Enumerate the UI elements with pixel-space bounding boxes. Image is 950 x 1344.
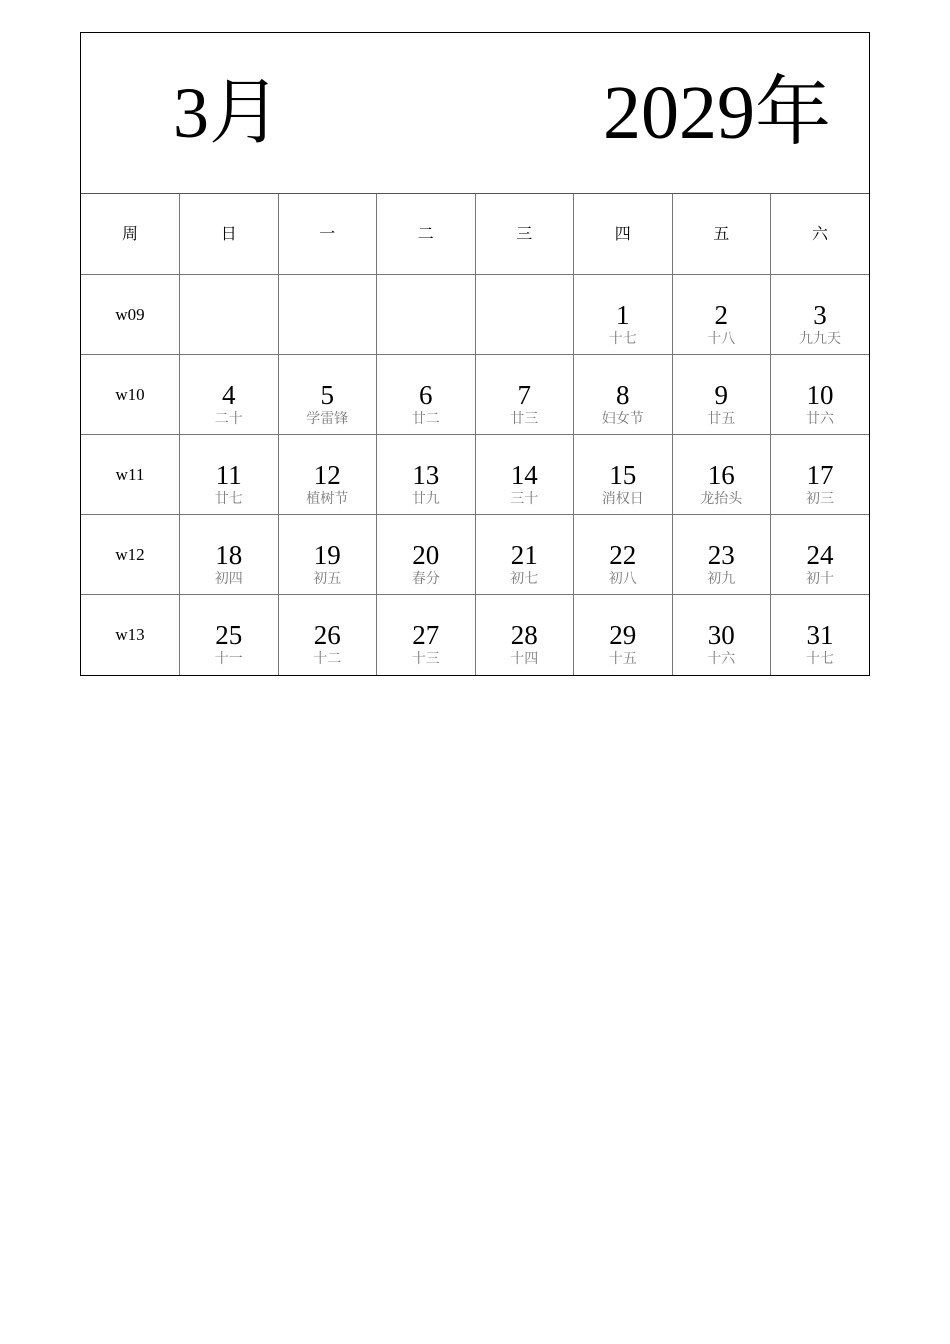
lunar-date: 妇女节 xyxy=(601,411,644,427)
lunar-date: 十八 xyxy=(707,331,736,347)
lunar-date: 十一 xyxy=(214,651,243,667)
week-number: w09 xyxy=(81,275,180,355)
lunar-date: 十五 xyxy=(608,651,637,667)
day-cell xyxy=(771,355,870,435)
day-number: 2 xyxy=(714,300,728,330)
day-number: 7 xyxy=(517,380,531,410)
lunar-date: 廿五 xyxy=(707,411,736,427)
day-cell xyxy=(278,515,377,595)
week-row xyxy=(81,355,869,435)
day-cell xyxy=(574,355,673,435)
day-number: 24 xyxy=(806,540,834,570)
day-cell xyxy=(377,435,476,515)
empty-day-cell xyxy=(180,275,279,355)
lunar-date: 十三 xyxy=(411,651,440,667)
day-number: 21 xyxy=(510,540,538,570)
weekday-friday: 五 xyxy=(672,194,771,275)
calendar-grid xyxy=(81,194,869,675)
day-cell xyxy=(475,595,574,675)
lunar-date: 消权日 xyxy=(601,491,644,507)
calendar-sheet xyxy=(80,32,870,676)
day-cell xyxy=(278,435,377,515)
lunar-date: 廿九 xyxy=(411,491,440,507)
weekday-tuesday: 二 xyxy=(377,194,476,275)
lunar-date: 十七 xyxy=(608,331,637,347)
empty-day-cell xyxy=(475,275,574,355)
day-cell xyxy=(672,595,771,675)
day-number: 17 xyxy=(806,460,834,490)
day-cell xyxy=(475,355,574,435)
month-title: 3月 xyxy=(173,73,282,153)
day-cell xyxy=(574,595,673,675)
day-number: 1 xyxy=(616,300,630,330)
week-number: w11 xyxy=(81,435,180,515)
day-number: 26 xyxy=(313,620,341,650)
lunar-date: 十四 xyxy=(510,651,539,667)
day-number: 30 xyxy=(707,620,735,650)
day-number: 25 xyxy=(215,620,243,650)
day-number: 8 xyxy=(616,380,630,410)
week-row xyxy=(81,595,869,675)
day-cell xyxy=(475,435,574,515)
week-row xyxy=(81,515,869,595)
day-number: 22 xyxy=(609,540,637,570)
lunar-date: 初四 xyxy=(214,571,243,587)
day-cell xyxy=(180,435,279,515)
lunar-date: 廿二 xyxy=(411,411,440,427)
lunar-date: 学雷锋 xyxy=(306,411,349,427)
day-cell xyxy=(377,355,476,435)
lunar-date: 廿三 xyxy=(510,411,539,427)
day-number: 4 xyxy=(222,380,236,410)
day-cell xyxy=(771,435,870,515)
day-cell xyxy=(771,595,870,675)
day-cell xyxy=(377,595,476,675)
lunar-date: 初七 xyxy=(510,571,539,587)
lunar-date: 二十 xyxy=(214,411,243,427)
lunar-date: 十二 xyxy=(313,651,342,667)
lunar-date: 春分 xyxy=(411,571,440,587)
day-number: 10 xyxy=(806,380,834,410)
day-number: 3 xyxy=(813,300,827,330)
weekday-sunday: 日 xyxy=(180,194,279,275)
day-cell xyxy=(180,355,279,435)
lunar-date: 十七 xyxy=(806,651,834,667)
empty-day-cell xyxy=(377,275,476,355)
day-cell xyxy=(574,275,673,355)
lunar-date: 初十 xyxy=(806,571,834,587)
year-title: 2029年 xyxy=(603,71,831,155)
day-number: 27 xyxy=(412,620,440,650)
lunar-date: 廿六 xyxy=(806,411,834,427)
day-cell xyxy=(180,515,279,595)
day-cell xyxy=(180,595,279,675)
lunar-date: 初九 xyxy=(707,571,736,587)
weekday-wednesday: 三 xyxy=(475,194,574,275)
day-number: 9 xyxy=(714,380,728,410)
week-row xyxy=(81,275,869,355)
lunar-date: 初五 xyxy=(313,571,342,587)
day-cell xyxy=(672,275,771,355)
week-number: w10 xyxy=(81,355,180,435)
lunar-date: 龙抬头 xyxy=(700,491,743,507)
day-number: 12 xyxy=(313,460,341,490)
day-cell xyxy=(672,355,771,435)
weekday-saturday: 六 xyxy=(771,194,870,275)
day-number: 15 xyxy=(609,460,637,490)
day-number: 20 xyxy=(412,540,440,570)
lunar-date: 初八 xyxy=(608,571,637,587)
day-cell xyxy=(574,515,673,595)
day-number: 6 xyxy=(419,380,433,410)
day-number: 31 xyxy=(806,620,834,650)
empty-day-cell xyxy=(278,275,377,355)
day-number: 14 xyxy=(510,460,538,490)
day-cell xyxy=(377,515,476,595)
day-number: 13 xyxy=(412,460,440,490)
day-number: 28 xyxy=(510,620,538,650)
week-row xyxy=(81,435,869,515)
week-column-header: 周 xyxy=(81,194,180,275)
weekday-monday: 一 xyxy=(278,194,377,275)
day-number: 23 xyxy=(707,540,735,570)
day-cell xyxy=(278,595,377,675)
day-cell xyxy=(771,515,870,595)
weekday-header-row xyxy=(81,194,869,275)
day-cell xyxy=(475,515,574,595)
calendar-header xyxy=(81,33,869,194)
day-cell xyxy=(672,435,771,515)
week-number: w12 xyxy=(81,515,180,595)
lunar-date: 初三 xyxy=(806,491,834,507)
week-number: w13 xyxy=(81,595,180,675)
lunar-date: 植树节 xyxy=(306,491,349,507)
day-number: 5 xyxy=(320,380,334,410)
lunar-date: 三十 xyxy=(510,491,539,507)
lunar-date: 十六 xyxy=(707,651,736,667)
lunar-date: 九九天 xyxy=(799,331,841,347)
lunar-date: 廿七 xyxy=(214,491,243,507)
day-cell xyxy=(672,515,771,595)
day-cell xyxy=(771,275,870,355)
day-cell xyxy=(574,435,673,515)
day-number: 29 xyxy=(609,620,637,650)
day-number: 19 xyxy=(313,540,341,570)
weekday-thursday: 四 xyxy=(574,194,673,275)
day-number: 11 xyxy=(215,460,242,490)
day-number: 16 xyxy=(707,460,735,490)
day-number: 18 xyxy=(215,540,243,570)
day-cell xyxy=(278,355,377,435)
